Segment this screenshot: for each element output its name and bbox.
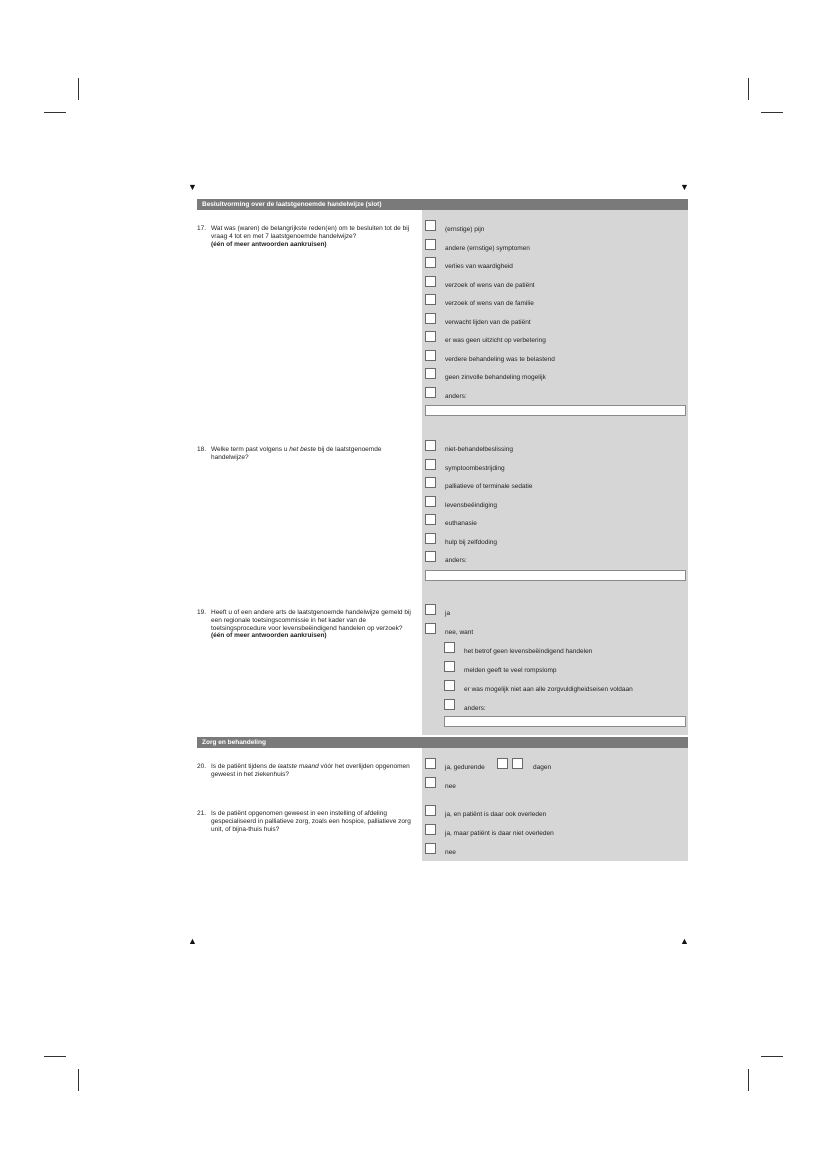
checkbox[interactable] <box>425 313 436 324</box>
option-label: ja <box>445 610 451 617</box>
section-header-zorg: Zorg en behandeling <box>197 737 688 748</box>
checkbox[interactable] <box>425 496 436 507</box>
question-text: Heeft u of een andere arts de laatstgenoemde handelwijze gemeld bij een regionale toetsingscommissie in het kader van de toetsingsprocedure voor levensbeëindigend handelen op verzoek? <box>211 609 411 632</box>
q20-option-yes[interactable] <box>425 758 525 772</box>
option-label: er was mogelijk niet aan alle zorgvuldigheidseisen voldaan <box>464 686 633 693</box>
q17-option[interactable] <box>425 220 684 234</box>
checkbox[interactable] <box>425 387 436 398</box>
option-label: verwacht lijden van de patiënt <box>445 318 531 326</box>
q19-sub-option[interactable] <box>444 661 684 675</box>
question-number: 20. <box>197 763 207 770</box>
question-18 <box>197 446 419 466</box>
checkbox[interactable] <box>425 239 436 250</box>
q21-option[interactable] <box>425 843 684 857</box>
checkbox[interactable] <box>425 551 436 562</box>
option-label: er was geen uitzicht op verbetering <box>445 337 546 344</box>
checkbox[interactable] <box>425 368 436 379</box>
crop-mark <box>761 112 783 113</box>
checkbox[interactable] <box>425 220 436 231</box>
crop-mark <box>78 78 79 100</box>
q17-option[interactable] <box>425 368 684 382</box>
checkbox[interactable] <box>425 331 436 342</box>
q19-option[interactable] <box>425 604 684 618</box>
q18-option[interactable] <box>425 533 684 547</box>
question-19 <box>197 609 419 659</box>
checkbox[interactable] <box>425 459 436 470</box>
question-note: (één of meer antwoorden aankruisen) <box>211 240 327 248</box>
checkbox[interactable] <box>444 642 455 653</box>
q17-anders-text-field[interactable] <box>425 405 686 416</box>
option-label: verdere behandeling was te belastend <box>445 355 555 363</box>
question-emphasis: laatste maand <box>277 763 319 770</box>
checkbox[interactable] <box>425 533 436 544</box>
option-label: anders: <box>445 392 467 400</box>
option-label: levensbeëindiging <box>445 501 498 509</box>
checkbox[interactable] <box>425 440 436 451</box>
option-label: anders: <box>445 557 467 564</box>
q17-option[interactable] <box>425 257 684 271</box>
checkbox[interactable] <box>425 604 436 615</box>
checkbox[interactable] <box>425 623 436 634</box>
crop-mark <box>761 1056 783 1057</box>
triangle-up-icon: ▲ <box>188 936 197 946</box>
triangle-down-icon: ▼ <box>680 182 689 192</box>
checkbox[interactable] <box>425 843 436 854</box>
crop-mark <box>748 1069 749 1091</box>
q18-option[interactable] <box>425 551 684 565</box>
question-17 <box>197 225 419 265</box>
crop-mark <box>78 1069 79 1091</box>
checkbox[interactable] <box>425 514 436 525</box>
checkbox[interactable] <box>425 350 436 361</box>
days-digit-box[interactable] <box>497 758 508 769</box>
question-number: 17. <box>197 225 207 232</box>
checkbox[interactable] <box>444 661 455 672</box>
option-label: nee <box>445 783 456 790</box>
section-header-besluitvorming: Besluitvorming over de laatstgenoemde handelwijze (slot) <box>197 199 688 210</box>
question-number: 18. <box>197 446 207 453</box>
days-unit-label: dagen <box>533 764 552 771</box>
option-label: ja, maar patiënt is daar niet overleden <box>445 830 554 837</box>
days-digit-box[interactable] <box>512 758 523 769</box>
q18-option[interactable] <box>425 459 684 473</box>
question-number: 21. <box>197 810 207 817</box>
question-20 <box>197 763 419 783</box>
option-label: ja, en patiënt is daar ook overleden <box>445 811 547 818</box>
q19-anders-text-field[interactable] <box>444 716 686 727</box>
triangle-up-icon: ▲ <box>680 936 689 946</box>
question-text: Is de patiënt opgenomen geweest in een instelling of afdeling gespecialiseerd in palliatieve zorg, zoals een hospice, palliatieve zorg unit, of bijna-thuis huis? <box>211 810 411 833</box>
q17-option[interactable] <box>425 239 684 253</box>
question-emphasis: het beste <box>289 446 317 453</box>
option-label: symptoombestrijding <box>445 464 505 472</box>
q19-option[interactable] <box>425 623 684 637</box>
crop-mark <box>44 112 66 113</box>
crop-mark <box>44 1056 66 1057</box>
q19-sub-option[interactable] <box>444 642 684 656</box>
option-label: nee <box>445 849 456 856</box>
option-label: nee, want <box>445 629 474 636</box>
question-text: Welke term past volgens u <box>211 446 290 453</box>
option-label: palliatieve of terminale sedatie <box>445 483 533 490</box>
q18-option[interactable] <box>425 477 684 491</box>
q17-option[interactable] <box>425 313 684 327</box>
q17-option[interactable] <box>425 331 684 345</box>
q21-option[interactable] <box>425 805 684 819</box>
question-text: bij de laatstgenoemde handelwijze? <box>211 446 382 461</box>
option-label: (ernstige) pijn <box>445 226 485 233</box>
question-text: Wat was (waren) de belangrijkste reden(en) om te besluiten tot de bij vraag 4 tot en met 7 laatstgenoemde handelwijze? <box>211 225 410 240</box>
q17-option[interactable] <box>425 276 684 290</box>
checkbox[interactable] <box>444 699 455 710</box>
q17-option[interactable] <box>425 294 684 308</box>
q18-anders-text-field[interactable] <box>425 570 686 581</box>
option-label: verlies van waardigheid <box>445 263 513 270</box>
q18-option[interactable] <box>425 440 684 454</box>
question-text: Is de patiënt tijdens de <box>211 763 278 770</box>
option-label: melden geeft te veel rompslomp <box>464 667 557 674</box>
question-number: 19. <box>197 609 207 616</box>
q20-option-no[interactable] <box>425 777 525 791</box>
option-label: het betrof geen levensbeëindigend handelen <box>464 648 593 655</box>
checkbox[interactable] <box>425 824 436 835</box>
q21-option[interactable] <box>425 824 684 838</box>
option-label: euthanasie <box>445 520 477 527</box>
option-label: niet-behandelbeslissing <box>445 446 513 453</box>
q17-option[interactable] <box>425 350 684 364</box>
checkbox[interactable] <box>425 257 436 268</box>
question-note: (één of meer antwoorden aankruisen) <box>211 632 327 640</box>
option-label: hulp bij zelfdoding <box>445 538 498 546</box>
option-label: geen zinvolle behandeling mogelijk <box>445 374 546 381</box>
crop-mark <box>748 78 749 100</box>
question-text: vóór het overlijden opgenomen geweest in het ziekenhuis? <box>211 763 410 778</box>
checkbox[interactable] <box>425 758 436 769</box>
option-label: verzoek of wens van de patiënt <box>445 281 535 289</box>
checkbox[interactable] <box>425 805 436 816</box>
checkbox[interactable] <box>425 276 436 287</box>
option-label: ja, gedurende <box>445 764 485 771</box>
q17-option[interactable] <box>425 387 684 401</box>
q19-sub-option[interactable] <box>444 699 684 713</box>
q18-option[interactable] <box>425 496 684 510</box>
checkbox[interactable] <box>444 680 455 691</box>
checkbox[interactable] <box>425 294 436 305</box>
option-label: andere (ernstige) symptomen <box>445 244 530 252</box>
option-label: verzoek of wens van de familie <box>445 300 534 307</box>
q19-sub-option[interactable] <box>444 680 684 694</box>
option-label: anders: <box>464 705 486 712</box>
question-21 <box>197 810 419 840</box>
q18-option[interactable] <box>425 514 684 528</box>
checkbox[interactable] <box>425 477 436 488</box>
checkbox[interactable] <box>425 777 436 788</box>
triangle-down-icon: ▼ <box>188 182 197 192</box>
